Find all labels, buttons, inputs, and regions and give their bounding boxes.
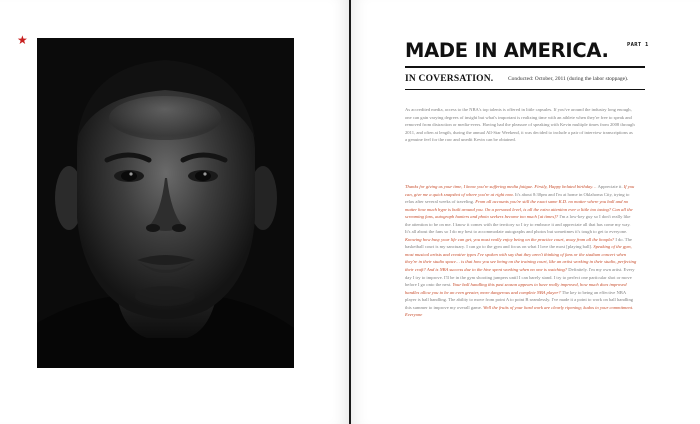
answer-text: Definitely. I'm my own artist. Every day I try to improve. I'll be in the gym shooting jumpers until I can barely stand. I try to perfect one particular shot or move before I go onto the next. <box>405 267 635 288</box>
question-text: Your ball handling this past season appears to have really improved, how much does improved handles allow you to be an even greater, more dangerous and complete NBA player? <box>405 282 627 295</box>
question-text: Speaking of the gym, most musical artists and creative types I've spoken with say that they aren't thinking of fans or the stadium concert when they're in their studio space… is that how you see being on the training court, like an artist working in their studio, perfecting their craft? And is NBA success due to the hive spent working when no one is watching? <box>405 244 637 273</box>
title-rule <box>405 66 645 68</box>
part-label: PART 1 <box>627 42 649 48</box>
question-text: Thanks for giving us your time, I know you're suffering media fatigue. Firstly, Happy belated birthday… <box>405 184 598 189</box>
answer-text: It's about 8:30pm and I'm at home in Oklahoma City, trying to relax after several weeks of traveling. <box>405 191 630 205</box>
intro-paragraph: As accredited media, access to the NBA's top talents is offered in little capsules. If you've around the industry long enough, one can gain varying degrees of insight but what's important is realizing time with an athlete when they're free to speak and removed from distraction or media-evers. Having had the pleasure of speaking with Kevin multiple times from 2008 through 2011, and often at length, during the annual All-Star Weekend, it was decided to include a pair of interview transcriptions as a genuine feel for the raw and unedit Kevin can be obtained. <box>405 107 635 143</box>
page-spine <box>349 0 351 424</box>
star-icon: ★ <box>17 33 28 47</box>
question-text: If you can, give me a quick snapshot of where you're at right now. <box>405 184 635 197</box>
answer-text: I do. The basketball court is my sanctuary. I can go to the gym and focus on what I love the most [playing ball]. <box>405 236 632 250</box>
subhead-rule <box>405 89 645 90</box>
answer-text: I'm a low-key guy so I don't really like the attention to be on me. I know it comes with the territory so I try to embrace it and appreciate all that has come my way. It's all about the fans so I do my best to accommodate autographs and photos but sometimes it's tough to get to everyone. <box>405 214 631 235</box>
headline: MADE IN AMERICA. <box>405 39 609 62</box>
conducted-note: Conducted: October, 2011 (during the labor stoppage). <box>508 76 629 82</box>
question-text: Well the fruits of your hard work are clearly ripening; kudos to your commitment. Everyone <box>405 304 634 318</box>
portrait-photo <box>37 38 294 368</box>
interview-text <box>405 183 637 319</box>
subhead: IN COVERSATION. <box>405 74 494 84</box>
question-text: From all accounts you're still the exact same K.D. no matter where you ball and no matter how much hype is built around you. On a personal level, is all the extra attention ever a little too taxing? Can all the screaming fans, autograph hunters and photo seekers become too much [at times]? <box>405 199 633 220</box>
question-text: Knowing how busy your life can get, you must really enjoy being on the practice court, away from all the hoopla? <box>405 236 616 242</box>
answer-text: Appreciate it. <box>597 184 624 189</box>
answer-text: The key to being an effective NBA player is ball handling. The ability to move from point A to point B seamlessly. I've made it a point to work on ball handling this summer to improve my overall game. <box>405 289 634 310</box>
